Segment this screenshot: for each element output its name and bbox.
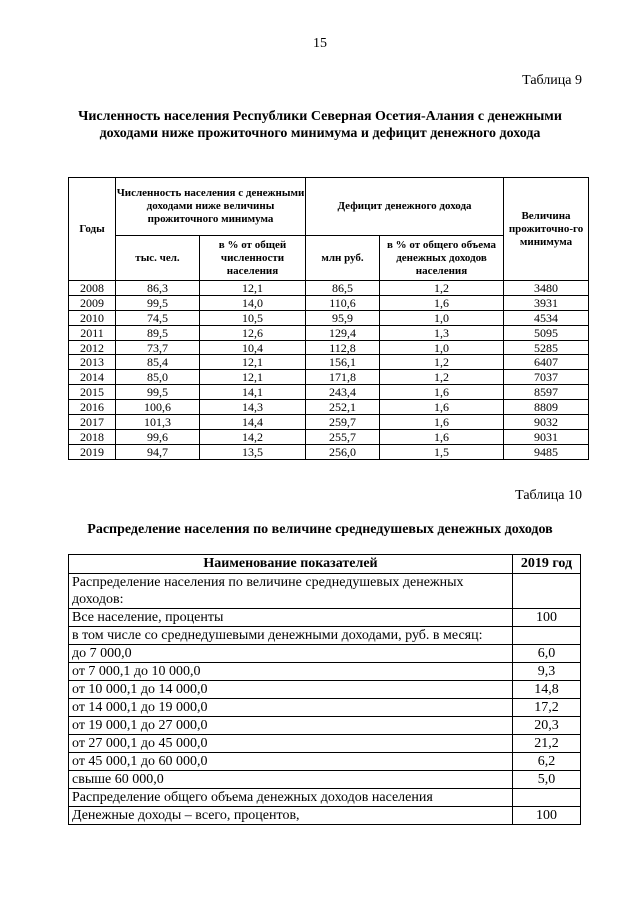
subsistence-cell: 5285 <box>504 340 589 355</box>
header-years: Годы <box>69 178 116 281</box>
header-mln-rub: млн руб. <box>306 236 380 281</box>
indicator-value: 100 <box>513 807 581 825</box>
pct-income-cell: 1,6 <box>380 400 504 415</box>
indicator-value <box>513 789 581 807</box>
thousand-cell: 85,0 <box>116 370 200 385</box>
thousand-cell: 86,3 <box>116 281 200 296</box>
header-thousand-people: тыс. чел. <box>116 236 200 281</box>
pct-income-cell: 1,6 <box>380 295 504 310</box>
table-row <box>69 663 581 681</box>
indicator-label: от 45 000,1 до 60 000,0 <box>69 753 513 771</box>
subsistence-cell: 6407 <box>504 355 589 370</box>
table-row <box>69 444 589 459</box>
thousand-cell: 94,7 <box>116 444 200 459</box>
indicator-value <box>513 627 581 645</box>
mln-rub-cell: 95,9 <box>306 310 380 325</box>
thousand-cell: 89,5 <box>116 325 200 340</box>
pct-population-cell: 12,1 <box>200 281 306 296</box>
indicator-label: от 14 000,1 до 19 000,0 <box>69 699 513 717</box>
indicator-value: 21,2 <box>513 735 581 753</box>
thousand-cell: 74,5 <box>116 310 200 325</box>
thousand-cell: 99,5 <box>116 385 200 400</box>
indicator-label: Распределение общего объема денежных доходов населения <box>69 789 513 807</box>
subsistence-cell: 8597 <box>504 385 589 400</box>
year-cell: 2010 <box>69 310 116 325</box>
pct-population-cell: 14,1 <box>200 385 306 400</box>
year-cell: 2012 <box>69 340 116 355</box>
pct-income-cell: 1,2 <box>380 370 504 385</box>
table-row <box>69 325 589 340</box>
pct-income-cell: 1,2 <box>380 355 504 370</box>
year-cell: 2011 <box>69 325 116 340</box>
indicator-label: Денежные доходы – всего, процентов, <box>69 807 513 825</box>
table-row <box>69 645 581 663</box>
subsistence-cell: 9485 <box>504 444 589 459</box>
year-cell: 2017 <box>69 415 116 430</box>
subsistence-cell: 4534 <box>504 310 589 325</box>
indicator-label: до 7 000,0 <box>69 645 513 663</box>
subsistence-cell: 5095 <box>504 325 589 340</box>
mln-rub-cell: 252,1 <box>306 400 380 415</box>
mln-rub-cell: 259,7 <box>306 415 380 430</box>
pct-income-cell: 1,0 <box>380 310 504 325</box>
year-cell: 2018 <box>69 429 116 444</box>
table-row <box>69 681 581 699</box>
pct-population-cell: 12,6 <box>200 325 306 340</box>
pct-population-cell: 14,0 <box>200 295 306 310</box>
table-row <box>69 415 589 430</box>
indicator-value: 6,0 <box>513 645 581 663</box>
table-row <box>69 400 589 415</box>
thousand-cell: 101,3 <box>116 415 200 430</box>
pct-population-cell: 10,5 <box>200 310 306 325</box>
pct-population-cell: 12,1 <box>200 355 306 370</box>
table-row <box>69 355 589 370</box>
mln-rub-cell: 243,4 <box>306 385 380 400</box>
table-row <box>69 735 581 753</box>
table-row <box>69 771 581 789</box>
thousand-cell: 73,7 <box>116 340 200 355</box>
subsistence-cell: 7037 <box>504 370 589 385</box>
page-number: 15 <box>313 36 327 51</box>
mln-rub-cell: 156,1 <box>306 355 380 370</box>
indicator-label: от 10 000,1 до 14 000,0 <box>69 681 513 699</box>
table-9-title: Численность населения Республики Северная Осетия-Алания с денежными доходами ниже прожиточного минимума и дефицит денежного дохода <box>78 109 562 141</box>
indicator-value: 5,0 <box>513 771 581 789</box>
indicator-label: Все население, проценты <box>69 609 513 627</box>
indicator-value: 17,2 <box>513 699 581 717</box>
mln-rub-cell: 112,8 <box>306 340 380 355</box>
year-cell: 2016 <box>69 400 116 415</box>
subsistence-cell: 9031 <box>504 429 589 444</box>
mln-rub-cell: 110,6 <box>306 295 380 310</box>
thousand-cell: 99,5 <box>116 295 200 310</box>
indicator-label: от 7 000,1 до 10 000,0 <box>69 663 513 681</box>
table-row <box>69 340 589 355</box>
thousand-cell: 99,6 <box>116 429 200 444</box>
table-9 <box>68 177 589 460</box>
subsistence-cell: 3931 <box>504 295 589 310</box>
table-row <box>69 627 581 645</box>
table-10-title: Распределение населения по величине среднедушевых денежных доходов <box>87 522 553 537</box>
header-indicator-name: Наименование показателей <box>69 555 513 574</box>
indicator-label: в том числе со среднедушевыми денежными доходами, руб. в месяц: <box>69 627 513 645</box>
header-year-2019: 2019 год <box>513 555 581 574</box>
year-cell: 2013 <box>69 355 116 370</box>
thousand-cell: 85,4 <box>116 355 200 370</box>
pct-population-cell: 14,2 <box>200 429 306 444</box>
pct-income-cell: 1,6 <box>380 385 504 400</box>
pct-population-cell: 12,1 <box>200 370 306 385</box>
header-deficit-group: Дефицит денежного дохода <box>306 178 504 236</box>
year-cell: 2019 <box>69 444 116 459</box>
pct-income-cell: 1,5 <box>380 444 504 459</box>
pct-income-cell: 1,2 <box>380 281 504 296</box>
subsistence-cell: 3480 <box>504 281 589 296</box>
mln-rub-cell: 86,5 <box>306 281 380 296</box>
table-row <box>69 789 581 807</box>
indicator-label: от 27 000,1 до 45 000,0 <box>69 735 513 753</box>
table-10-label: Таблица 10 <box>515 488 582 503</box>
table-9-label: Таблица 9 <box>522 73 582 88</box>
mln-rub-cell: 129,4 <box>306 325 380 340</box>
table-row <box>69 807 581 825</box>
header-pct-income: в % от общего объема денежных доходов населения <box>380 236 504 281</box>
table-row <box>69 429 589 444</box>
table-row <box>69 717 581 735</box>
table-row <box>69 753 581 771</box>
table-row <box>69 385 589 400</box>
table-row <box>69 699 581 717</box>
indicator-label: от 19 000,1 до 27 000,0 <box>69 717 513 735</box>
indicator-value: 100 <box>513 609 581 627</box>
pct-income-cell: 1,3 <box>380 325 504 340</box>
indicator-value: 20,3 <box>513 717 581 735</box>
table-row <box>69 370 589 385</box>
indicator-value: 6,2 <box>513 753 581 771</box>
indicator-value: 14,8 <box>513 681 581 699</box>
header-pct-population: в % от общей численности населения <box>200 236 306 281</box>
year-cell: 2014 <box>69 370 116 385</box>
table-row <box>69 574 581 609</box>
header-subsistence: Величина прожиточно-го минимума <box>504 178 589 281</box>
pct-income-cell: 1,0 <box>380 340 504 355</box>
table-row <box>69 310 589 325</box>
pct-population-cell: 10,4 <box>200 340 306 355</box>
table-row <box>69 295 589 310</box>
pct-population-cell: 14,3 <box>200 400 306 415</box>
subsistence-cell: 9032 <box>504 415 589 430</box>
thousand-cell: 100,6 <box>116 400 200 415</box>
subsistence-cell: 8809 <box>504 400 589 415</box>
pct-income-cell: 1,6 <box>380 415 504 430</box>
indicator-label: свыше 60 000,0 <box>69 771 513 789</box>
indicator-label: Распределение населения по величине среднедушевых денежных доходов: <box>69 574 513 609</box>
year-cell: 2015 <box>69 385 116 400</box>
indicator-value <box>513 574 581 609</box>
table-row <box>69 609 581 627</box>
table-row <box>69 281 589 296</box>
pct-population-cell: 13,5 <box>200 444 306 459</box>
table-10 <box>68 554 581 825</box>
year-cell: 2009 <box>69 295 116 310</box>
mln-rub-cell: 255,7 <box>306 429 380 444</box>
year-cell: 2008 <box>69 281 116 296</box>
header-population-group: Численность населения с денежными доходами ниже величины прожиточного минимума <box>116 178 306 236</box>
mln-rub-cell: 171,8 <box>306 370 380 385</box>
indicator-value: 9,3 <box>513 663 581 681</box>
pct-population-cell: 14,4 <box>200 415 306 430</box>
mln-rub-cell: 256,0 <box>306 444 380 459</box>
pct-income-cell: 1,6 <box>380 429 504 444</box>
